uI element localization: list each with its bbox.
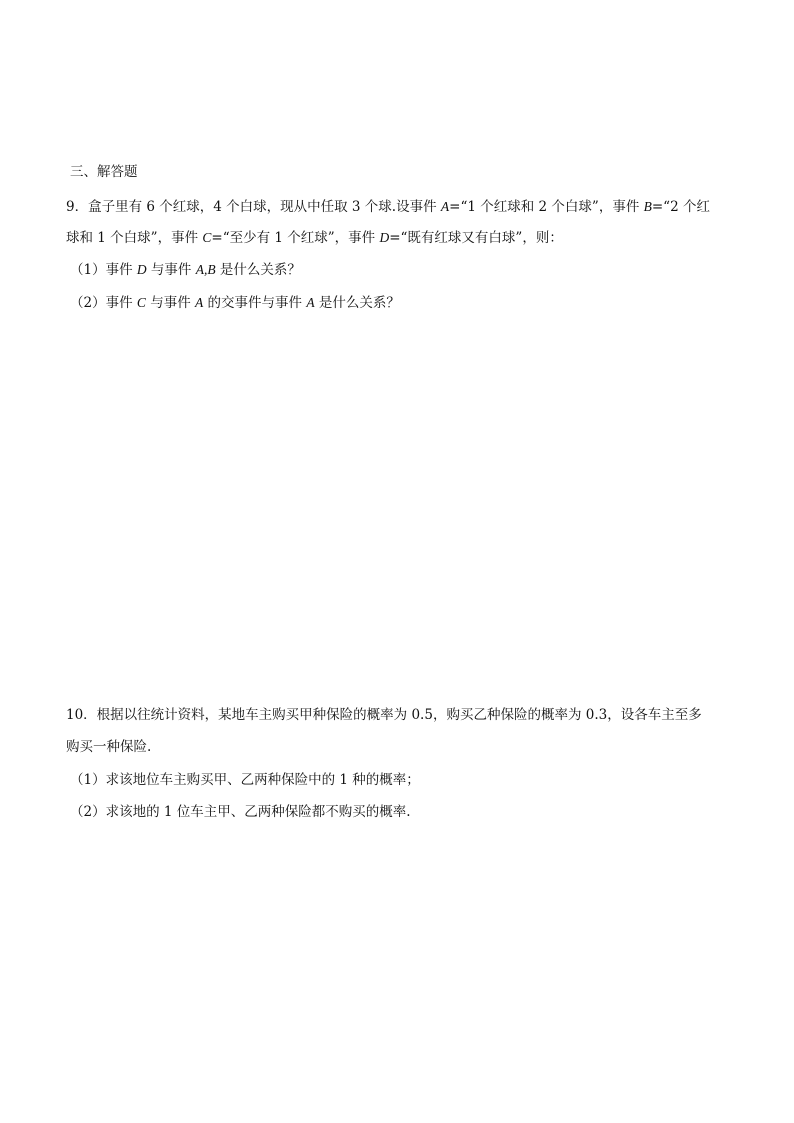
q9-text: 9．盒子里有 6 个红球，4 个白球，现从中任取 3 个球.设事件 [66,199,441,215]
q9-p1-var-d: D [136,262,147,277]
q9-p2-text: 与事件 [145,295,195,311]
q9-p1-text: 是什么关系？ [215,262,301,278]
q9-p2-text: 的交事件与事件 [203,295,307,311]
q9-text: =“至少有 1 个红球”，事件 [211,230,380,246]
q9-p1-text: 与事件 [146,262,196,278]
question-10-part-1: （1）求该地位车主购买甲、乙两种保险中的 1 种的概率； [70,772,420,788]
q9-text: =“既有红球又有白球”，则： [389,230,563,246]
q9-var-c: C [202,230,212,245]
question-10-line-2: 购买一种保险. [66,739,152,755]
q9-var-d: D [379,230,390,245]
q9-text: 球和 1 个白球”，事件 [66,230,203,246]
question-10-part-2: （2）求该地的 1 位车主甲、乙两种保险都不购买的概率. [70,804,411,820]
q9-p2-var-a: A [306,295,315,310]
question-9-part-1 [70,261,301,279]
q9-p1-text: （1）事件 [70,262,137,278]
question-9-line-1 [66,198,710,216]
section-title: 三、解答题 [70,164,138,180]
q9-text: =“2 个红 [651,199,710,215]
q9-text: =“1 个红球和 2 个白球”，事件 [449,199,644,215]
q9-p2-text: 是什么关系？ [314,295,400,311]
question-9-part-2 [70,294,400,312]
q9-p2-var-c: C [136,295,146,310]
q9-p2-text: （2）事件 [70,295,137,311]
q9-p1-var-ab: A,B [195,262,216,277]
q9-var-a: A [440,199,450,214]
question-10-line-1: 10．根据以往统计资料，某地车主购买甲种保险的概率为 0.5，购买乙种保险的概率为 0.3，设各车主至多 [66,707,702,723]
q9-p2-var-a: A [195,295,204,310]
q9-var-b: B [643,199,652,214]
question-9-line-2 [66,229,563,247]
